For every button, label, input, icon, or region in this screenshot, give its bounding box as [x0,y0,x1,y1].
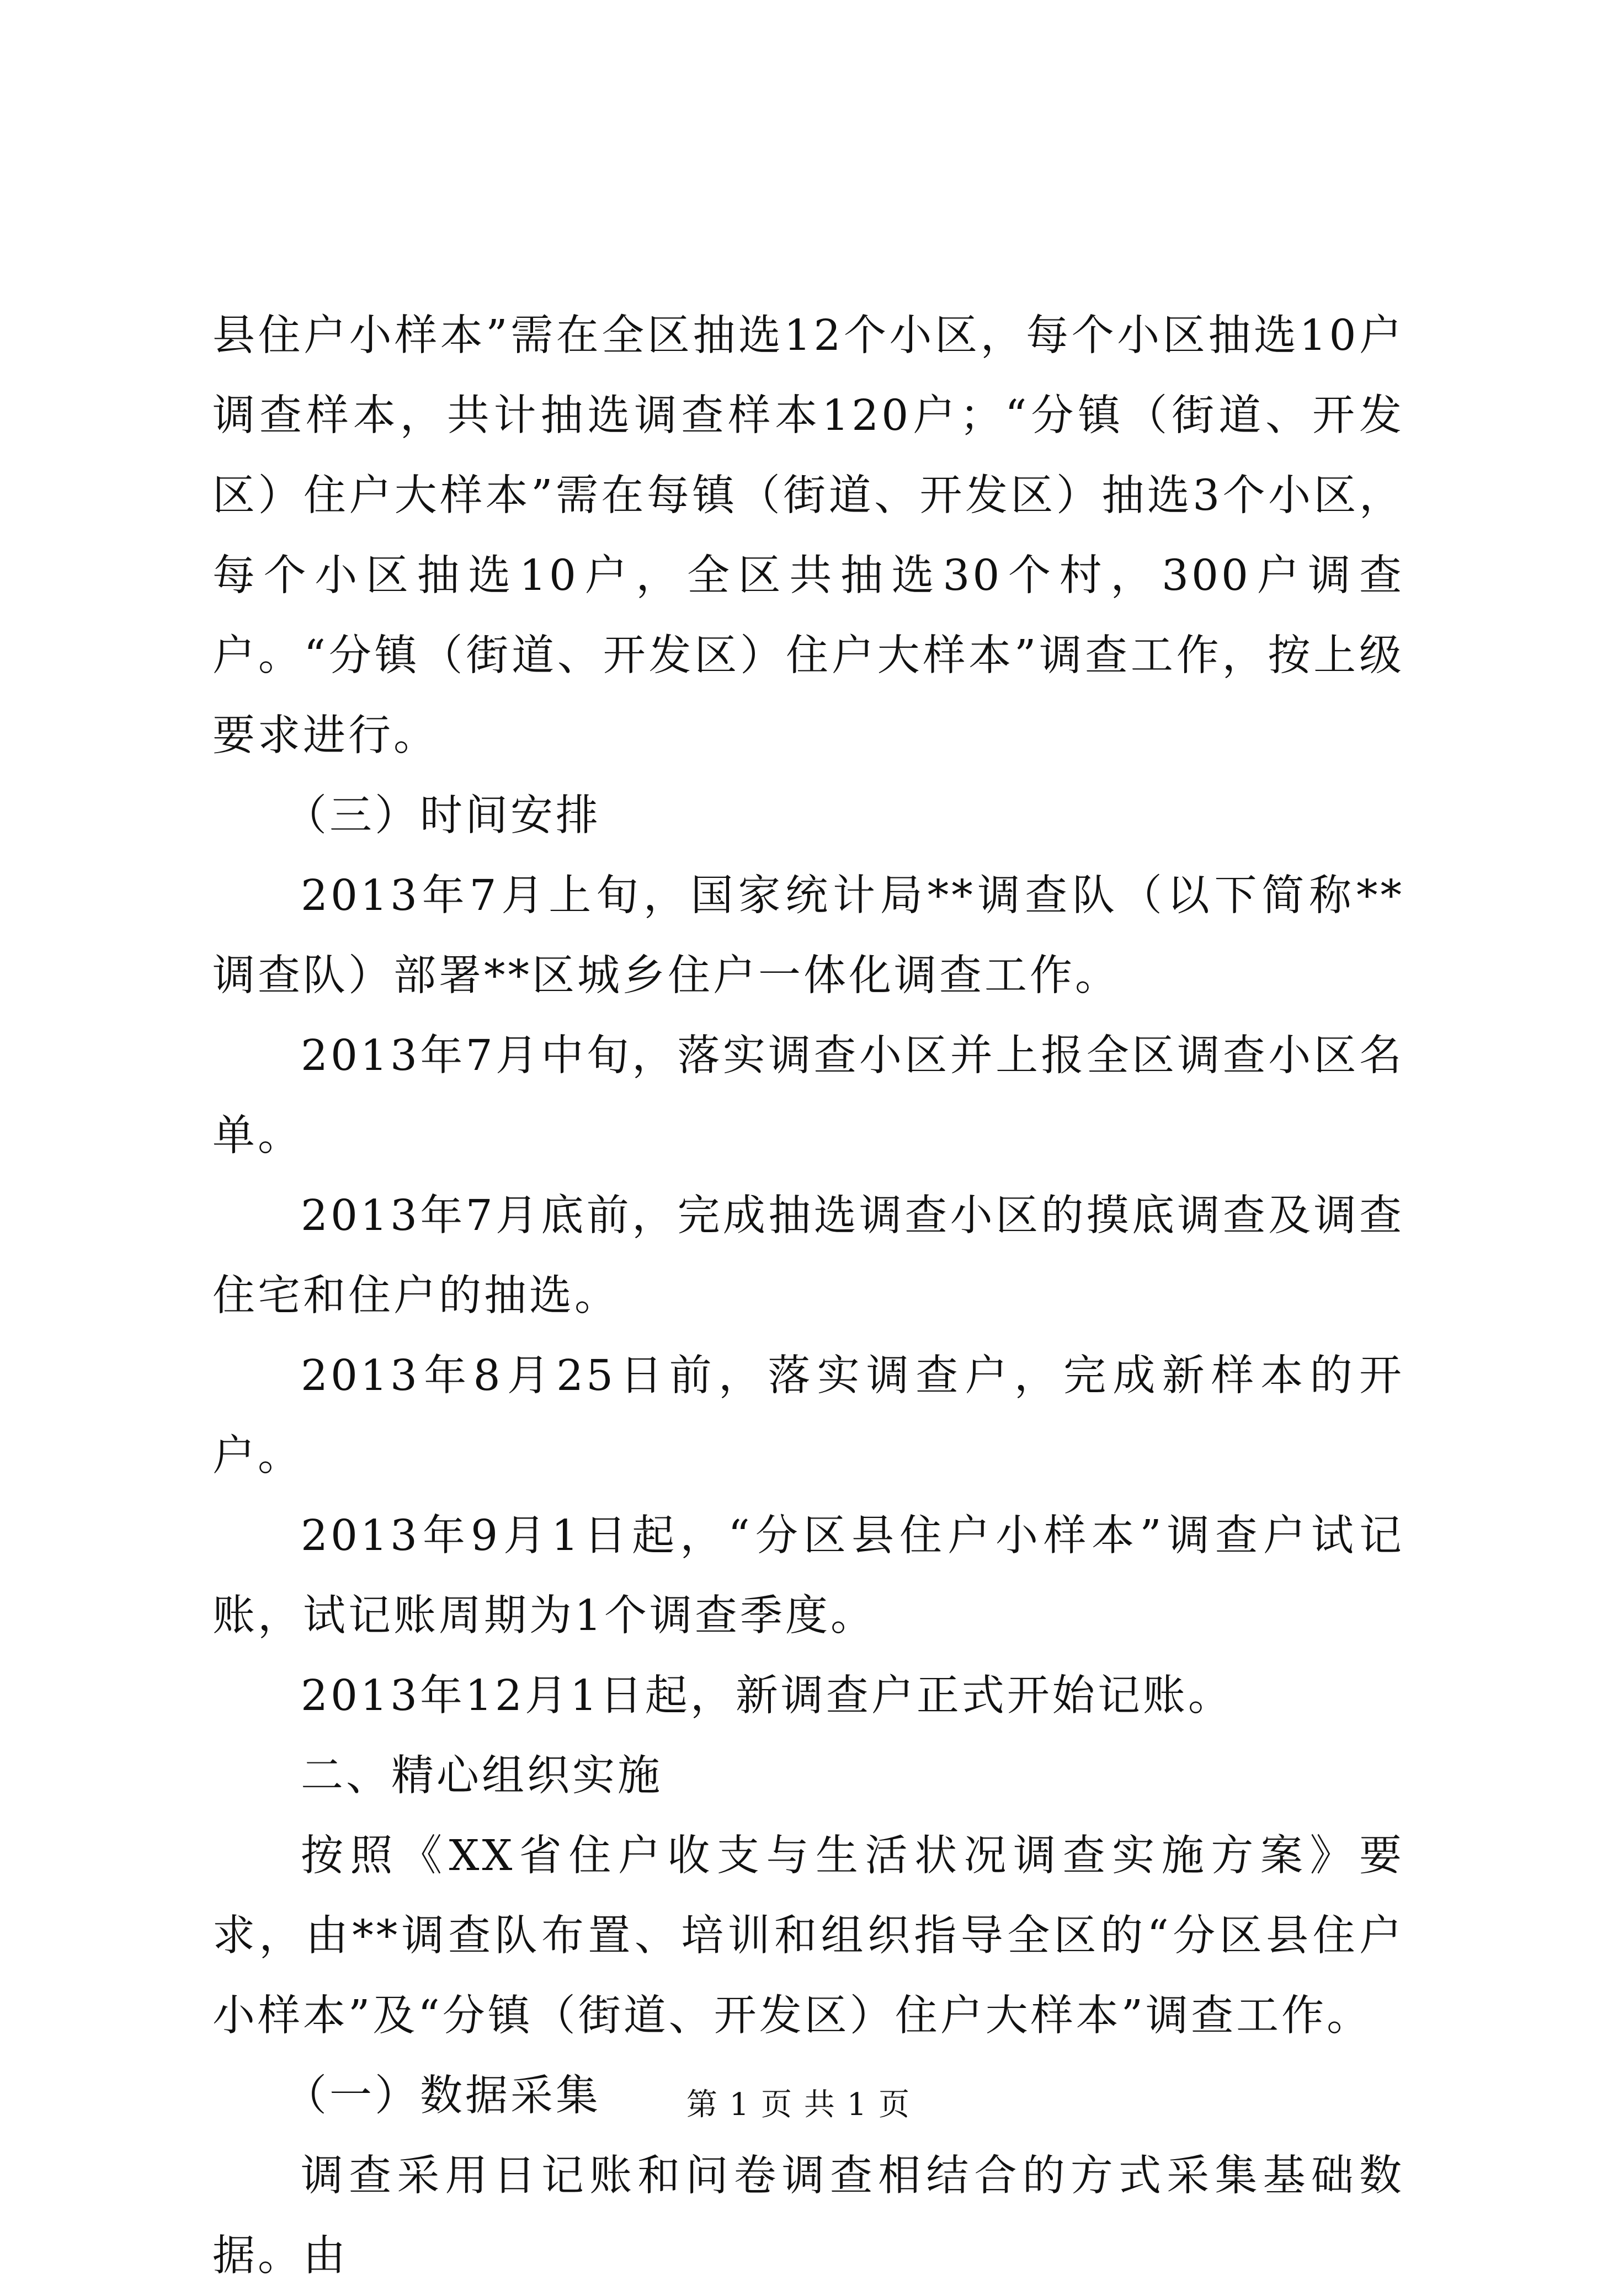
paragraph-implementation-plan: 按照《XX省住户收支与生活状况调查实施方案》要求，由**调查队布置、培训和组织指导全区的“分区县住户小样本”及“分镇（街道、开发区）住户大样本”调查工作。 [212,1831,1404,2041]
paragraph-schedule-july-early: 2013年7月上旬，国家统计局**调查队（以下简称**调查队）部署**区城乡住户一体化调查工作。 [212,871,1404,1000]
paragraph-schedule-july-mid: 2013年7月中旬，落实调查小区并上报全区调查小区名单。 [212,1031,1404,1160]
page-footer: 第 1 页 共 1 页 [686,2087,911,2123]
section-heading-time-schedule: （三）时间安排 [284,791,601,840]
paragraph-schedule-july-end: 2013年7月底前，完成抽选调查小区的摸底调查及调查住宅和住户的抽选。 [212,1191,1404,1320]
paragraph-schedule-aug-25: 2013年8月25日前，落实调查户，完成新样本的开户。 [212,1351,1404,1480]
paragraph-schedule-dec-1: 2013年12月1日起，新调查户正式开始记账。 [301,1671,1233,1720]
document-body [212,296,1404,2296]
section-heading-implementation: 二、精心组织实施 [301,1751,663,1800]
paragraph-data-collection: 调查采用日记账和问卷调查相结合的方式采集基础数据。由 [212,2151,1404,2281]
paragraph-schedule-sep-1: 2013年9月1日起，“分区县住户小样本”调查户试记账，试记账周期为1个调查季度。 [212,1511,1404,1640]
section-heading-data-collection: （一）数据采集 [284,2071,601,2121]
paragraph-continuation: 县住户小样本”需在全区抽选12个小区，每个小区抽选10户调查样本，共计抽选调查样本120户；“分镇（街道、开发区）住户大样本”需在每镇（街道、开发区）抽选3个小区，每个小区抽选10户，全区共抽选30个村，300户调查户。“分镇（街道、开发区）住户大样本”调查工作，按上级要求进行。 [212,311,1404,760]
